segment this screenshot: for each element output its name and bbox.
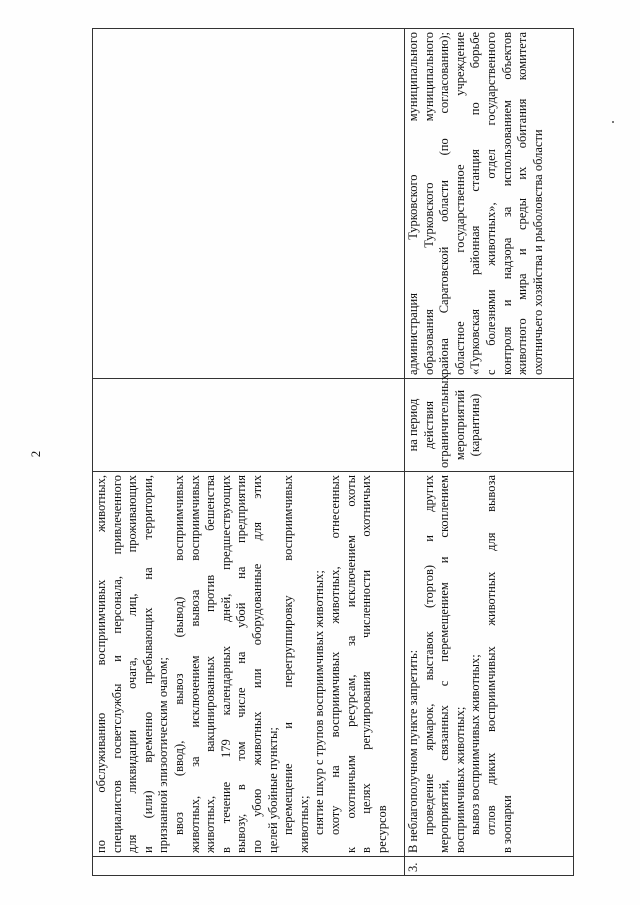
text-line: образования Турковского муниципального <box>421 32 436 375</box>
text-line: снятие шкур с трупов восприимчивых животных; <box>312 570 327 835</box>
measures-cell <box>404 472 573 857</box>
text-line: животных; <box>296 795 311 853</box>
responsible-cell <box>93 29 405 379</box>
period-cell <box>93 379 405 472</box>
text-line: в течение 179 календарных дней, предшествующих <box>218 475 233 853</box>
text-line: мероприятий, связанных с перемещением и скоплением <box>437 475 452 853</box>
text-line: ввоз (ввод), вывоз (вывод) восприимчивых <box>171 475 186 835</box>
text-line: в зоопарки <box>499 795 514 853</box>
text-line: по обслуживанию восприимчивых животных, <box>94 475 108 853</box>
text-line: с болезнями животных», отдел государственного <box>483 32 498 375</box>
text-line: перемещение и перегруппировку восприимчивых <box>281 475 296 835</box>
text-line: контроля и надзора за использованием объектов <box>499 32 514 375</box>
period-cell <box>404 374 573 472</box>
text-line: охотничьего хозяйства и рыболовства области <box>530 129 545 375</box>
rotated-table-frame <box>92 29 574 876</box>
row-number-cell <box>93 857 405 876</box>
text-line: «Турковская районная станция по борьбе <box>468 32 483 375</box>
text-line: целей убойные пункты; <box>265 727 280 853</box>
text-line: для ликвидации очага, лиц, проживающих <box>125 475 140 853</box>
measures-table <box>92 28 574 876</box>
text-line: в целях регулирования численности охотничьих <box>359 475 374 853</box>
text-line: к охотничьим ресурсам, за исключением охоты <box>343 475 358 853</box>
page-number: 2 <box>28 450 43 458</box>
text-line: и (или) временно пребывающих на территории, <box>140 475 155 853</box>
text-line: по убою животных или оборудованные для этих <box>249 475 264 853</box>
text-line: восприимчивых животных; <box>452 706 467 853</box>
responsible-cell <box>404 29 573 379</box>
text-line: отлов диких восприимчивых животных для вывоза <box>483 475 498 835</box>
text-line: ограничительных <box>437 374 452 468</box>
text-line: района Саратовской области (по согласованию); <box>437 32 452 375</box>
text-line: животных, за исключением вывоза восприимчивых <box>187 475 202 853</box>
text-line: вывоз восприимчивых животных; <box>468 654 483 835</box>
text-line: животного мира и среды их обитания комитета <box>515 32 530 375</box>
text-line: вывозу, в том числе на убой на предприятия <box>234 475 249 853</box>
measures-cell <box>93 472 405 857</box>
text-line: В неблагополучном пункте запретить: <box>405 649 420 853</box>
text-line: (карантина) <box>468 393 483 457</box>
text-line: животных, вакцинированных против бешенства <box>203 475 218 853</box>
text-line: охоту на восприимчивых животных, отнесенных <box>327 475 342 835</box>
text-line: действия <box>421 401 436 449</box>
table-row <box>404 29 573 876</box>
text-line: ресурсов <box>374 805 389 853</box>
text-line: мероприятий <box>452 389 467 461</box>
text-line: специалистов госветслужбы и персонала, привлеченного <box>109 475 124 853</box>
text-line: признанной эпизоотическим очагом; <box>156 657 171 853</box>
text-line: областное государственное учреждение <box>452 32 467 375</box>
table-row <box>93 29 405 876</box>
text-line: проведение ярмарок, выставок (торгов) и других <box>421 475 436 835</box>
text-line: на период <box>405 398 420 452</box>
text-line: администрация Турковского муниципального <box>405 32 420 375</box>
scan-speck <box>612 121 614 123</box>
row-number-cell: 3. <box>404 857 573 876</box>
